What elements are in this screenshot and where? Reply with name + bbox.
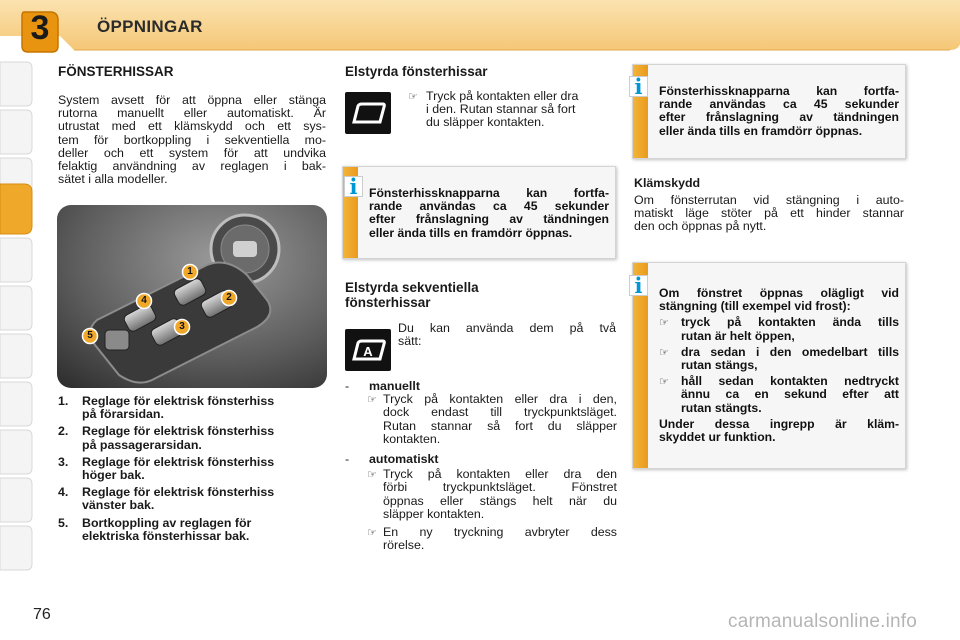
info-line: efter frånslagning av tändningen — [369, 212, 609, 227]
callout-4: 4 — [141, 295, 147, 306]
title-line: Elstyrda sekventiella — [345, 280, 479, 295]
anti-pinch-line: den och öppnas på nytt. — [634, 219, 767, 234]
info-box-text — [659, 287, 899, 444]
intro-line: tem för bortkoppling i sekventiella mo- — [58, 132, 326, 147]
instruction-line: Tryck på kontakten eller dra — [426, 89, 579, 103]
dash: - — [345, 452, 350, 466]
intro-line: rutorna manuellt eller automatiskt. Är — [58, 106, 326, 121]
mode-line: kontakten. — [383, 431, 441, 446]
info-box-text — [369, 187, 609, 240]
info-line: rande användas ca 45 sekunder — [369, 199, 609, 214]
callout-2: 2 — [226, 292, 232, 303]
instruction-line: du släpper kontakten. — [426, 115, 545, 130]
info-line: Under dessa ingrepp är kläm- — [659, 416, 899, 431]
info-line: Fönsterhissknapparna kan fortfa- — [369, 186, 609, 200]
mode-line: Rutan stannar så fort du släpper — [383, 418, 617, 433]
legend-number: 5. — [58, 515, 69, 530]
instruction-line: i den. Rutan stannar så fort — [426, 102, 576, 117]
intro-line: sätet i alla modeller. — [58, 172, 168, 187]
legend-text: höger bak. — [82, 468, 145, 483]
pointing-hand-icon: ☞ — [659, 375, 669, 389]
anti-pinch-line: matiskt läge stöter på ett hinder stannar — [634, 206, 904, 221]
intro-line: deller och ett system för att undvika — [58, 145, 326, 160]
legend-item — [58, 395, 330, 421]
legend-number: 2. — [58, 424, 69, 439]
info-box — [342, 166, 616, 259]
mode-line: En ny tryckning avbryter dess — [383, 525, 617, 540]
legend-item — [58, 425, 330, 451]
callout-1: 1 — [187, 266, 193, 277]
legend-text: på passagerarsidan. — [82, 437, 202, 452]
legend-number: 3. — [58, 454, 69, 469]
info-box — [632, 64, 906, 159]
control-legend-list — [58, 395, 330, 543]
pointing-hand-icon: ☞ — [367, 526, 377, 540]
legend-text: Reglage för elektrisk fönsterhiss — [82, 485, 275, 500]
info-icon: i — [629, 76, 648, 97]
anti-pinch-line: Om fönsterrutan vid stängning i auto- — [634, 193, 904, 207]
chapter-number: 3 — [30, 9, 50, 47]
mode-line: dock endast till tryckpunktsläget. — [383, 405, 617, 420]
info-box-text — [659, 85, 899, 138]
legend-text: Reglage för elektrisk fönsterhiss — [82, 424, 275, 439]
pointing-hand-icon: ☞ — [408, 90, 418, 103]
intro-line: sätt: — [398, 334, 422, 349]
legend-text: Bortkoppling av reglagen för — [82, 515, 252, 530]
intro-paragraph — [58, 94, 326, 186]
legend-text: elektriska fönsterhissar bak. — [82, 528, 250, 543]
info-icon: i — [629, 275, 648, 296]
info-line: Fönsterhissknapparna kan fortfa- — [659, 84, 899, 98]
info-line: dra sedan i den omedelbart tills — [681, 344, 899, 359]
info-line: rutan stängs, — [681, 358, 758, 373]
legend-item — [58, 456, 330, 482]
info-line: rande användas ca 45 sekunder — [659, 97, 899, 112]
mode-line: Tryck på kontakten eller dra den — [383, 467, 617, 482]
pointing-hand-icon: ☞ — [367, 468, 377, 482]
info-line: ännu ca en sekund efter att — [681, 387, 899, 402]
sequential-intro — [398, 322, 616, 348]
dash: - — [345, 379, 350, 393]
pointing-hand-icon: ☞ — [367, 393, 377, 407]
mode-line: förbi tryckpunktsläget. Fönstret — [383, 480, 617, 495]
page-number: 76 — [33, 606, 51, 623]
intro-line: utrustat med ett klämskydd och ett sys- — [58, 119, 326, 134]
mode-line: släpper kontakten. — [383, 506, 485, 521]
legend-text: Reglage för elektrisk fönsterhiss — [82, 394, 275, 408]
anti-pinch-text — [634, 194, 904, 234]
chapter-title: ÖPPNINGAR — [97, 17, 203, 36]
info-line: eller ända tills en framdörr öppnas. — [369, 225, 573, 240]
intro-line: System avsett för att öppna eller stänga — [58, 93, 326, 107]
manual-window-switch-icon — [345, 92, 391, 134]
mode-label: manuellt — [369, 379, 420, 393]
watermark: carmanualsonline.info — [728, 611, 918, 632]
info-icon: i — [344, 176, 363, 197]
manual-mode — [345, 380, 617, 446]
subsection-title: Elstyrda fönsterhissar — [345, 64, 488, 79]
svg-text:A: A — [363, 344, 373, 359]
mode-line: rörelse. — [383, 538, 425, 553]
legend-text: vänster bak. — [82, 498, 155, 513]
legend-number: 1. — [58, 394, 69, 408]
callout-5: 5 — [87, 330, 93, 341]
info-line: eller ända tills en framdörr öppnas. — [659, 123, 863, 138]
sequential-window-switch-icon — [345, 329, 391, 371]
info-line: stängning (till exempel vid frost): — [659, 299, 851, 314]
intro-line: Du kan använda dem på två — [398, 321, 616, 335]
legend-text: på förarsidan. — [82, 407, 164, 422]
info-line: tryck på kontakten ända tills — [681, 315, 899, 330]
pointing-hand-icon: ☞ — [659, 316, 669, 330]
mode-line: öppnas eller stängs helt när du — [383, 493, 617, 508]
callout-3: 3 — [179, 321, 185, 332]
window-switch-panel-photo — [57, 205, 327, 388]
intro-line: felaktig användning av reglagen i bak- — [58, 159, 326, 174]
info-line: efter frånslagning av tändningen — [659, 110, 899, 125]
anti-pinch-title: Klämskydd — [634, 176, 701, 190]
legend-item — [58, 486, 330, 512]
legend-item — [58, 517, 330, 543]
manual-instruction — [408, 90, 616, 130]
info-line: skyddet ur funktion. — [659, 430, 776, 445]
section-title: FÖNSTERHISSAR — [58, 64, 174, 79]
automatic-mode — [345, 453, 617, 552]
legend-text: Reglage för elektrisk fönsterhiss — [82, 454, 275, 469]
title-line: fönsterhissar — [345, 295, 431, 310]
pointing-hand-icon: ☞ — [659, 345, 669, 359]
chapter-tabs — [0, 60, 40, 580]
info-line: rutan är helt öppen, — [681, 328, 795, 343]
info-line: håll sedan kontakten nedtryckt — [681, 374, 899, 389]
info-line: rutan stängts. — [681, 400, 762, 415]
mode-label: automatiskt — [369, 452, 439, 466]
legend-number: 4. — [58, 485, 69, 500]
mode-line: Tryck på kontakten eller dra i den, — [383, 392, 617, 407]
info-line: Om fönstret öppnas olägligt vid — [659, 286, 899, 300]
info-box — [632, 262, 906, 469]
subsection-title — [345, 280, 479, 310]
